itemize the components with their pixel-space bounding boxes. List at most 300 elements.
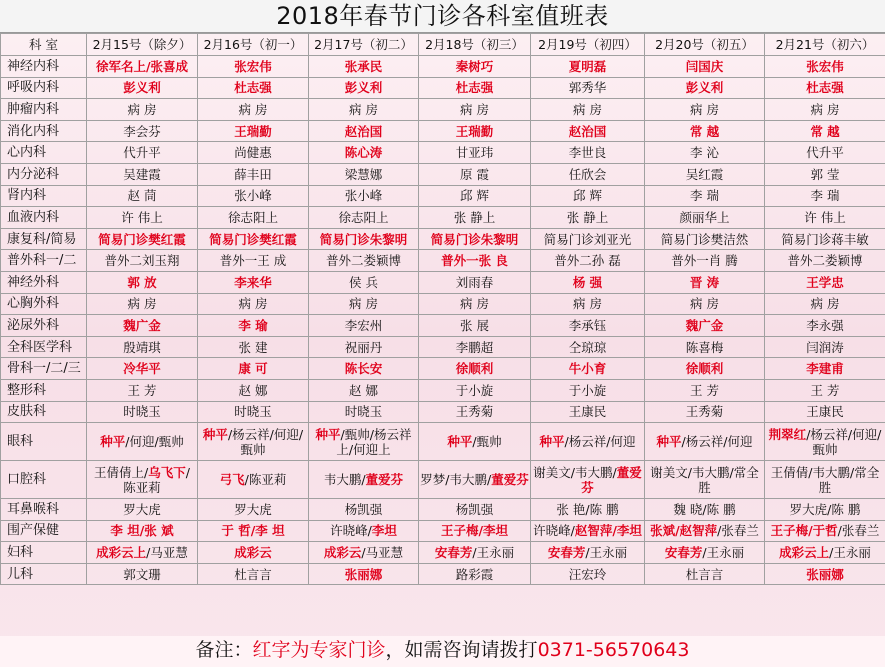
duty-cell bbox=[87, 250, 198, 272]
doctor-name: /杨云祥/何迎 bbox=[681, 434, 753, 450]
doctor-name: 王倩倩上/ bbox=[94, 464, 149, 480]
duty-cell bbox=[87, 315, 198, 337]
footer-prefix: 备注： bbox=[195, 639, 253, 661]
duty-cell bbox=[531, 142, 645, 164]
page-title: 2018年春节门诊各科室值班表 bbox=[0, 0, 885, 33]
table-row bbox=[1, 520, 885, 542]
doctor-name: 颜丽华上 bbox=[679, 209, 730, 225]
duty-cell bbox=[198, 358, 309, 380]
duty-cell bbox=[198, 401, 309, 423]
doctor-name: 许 伟上 bbox=[121, 209, 163, 225]
doctor-name: /马亚慧 bbox=[361, 545, 404, 561]
expert-doctor-name: 董爱芬 bbox=[581, 464, 642, 495]
doctor-name: 仝琼琼 bbox=[568, 339, 607, 355]
doctor-name: 时晓玉 bbox=[123, 404, 161, 420]
header-date: 2月17号（初二） bbox=[309, 34, 419, 56]
dept-cell: 内分泌科 bbox=[1, 163, 87, 185]
doctor-name: 殷靖琪 bbox=[123, 339, 161, 355]
expert-doctor-name: 彭义利 bbox=[685, 80, 724, 96]
expert-doctor-name: 常 越 bbox=[689, 123, 720, 139]
duty-cell bbox=[309, 499, 419, 521]
table-row bbox=[1, 250, 885, 272]
dept-cell: 口腔科 bbox=[1, 461, 87, 499]
schedule-table bbox=[0, 33, 885, 585]
doctor-name: 于小旋 bbox=[455, 382, 494, 398]
dept-cell: 血液内科 bbox=[1, 207, 87, 229]
expert-doctor-name: 普外一张 良 bbox=[441, 253, 508, 269]
dept-cell: 心内科 bbox=[1, 142, 87, 164]
doctor-name: /王永丽 bbox=[585, 545, 628, 561]
duty-cell bbox=[765, 358, 885, 380]
expert-doctor-name: 李 瑜 bbox=[238, 317, 268, 333]
doctor-name: 张 建 bbox=[238, 339, 268, 355]
duty-cell bbox=[765, 293, 885, 315]
duty-cell bbox=[309, 228, 419, 250]
table-row bbox=[1, 423, 885, 461]
doctor-name: 许晓峰/ bbox=[330, 523, 372, 539]
doctor-name: /陈亚莉 bbox=[123, 464, 190, 495]
footer-suffix: ，如需咨询请拨打 bbox=[385, 639, 538, 661]
duty-cell bbox=[87, 207, 198, 229]
expert-doctor-name: 魏广金 bbox=[685, 317, 724, 333]
expert-doctor-name: 赵治国 bbox=[344, 123, 383, 139]
doctor-name: /杨云祥/何迎/甄帅 bbox=[227, 426, 304, 457]
dept-cell: 骨科一/二/三 bbox=[1, 358, 87, 380]
duty-cell bbox=[765, 520, 885, 542]
duty-cell bbox=[198, 207, 309, 229]
duty-cell bbox=[309, 271, 419, 293]
duty-cell bbox=[531, 77, 645, 99]
duty-cell bbox=[531, 228, 645, 250]
expert-doctor-name: 种平 bbox=[447, 434, 473, 450]
expert-doctor-name: 种平 bbox=[315, 426, 341, 442]
duty-cell bbox=[531, 520, 645, 542]
doctor-name: 李 沁 bbox=[690, 145, 719, 161]
doctor-name: 汪宏玲 bbox=[568, 566, 607, 582]
doctor-name: 王康民 bbox=[806, 404, 844, 420]
expert-doctor-name: 于 哲/李 坦 bbox=[221, 523, 285, 539]
doctor-name: 病 房 bbox=[573, 296, 602, 312]
expert-doctor-name: 种平 bbox=[100, 434, 126, 450]
doctor-name: /何迎/甄帅 bbox=[125, 434, 184, 450]
doctor-name: 魏 晓/陈 鹏 bbox=[673, 501, 736, 517]
doctor-name: 罗大虎 bbox=[234, 501, 272, 517]
doctor-name: /甄帅/杨云祥上/何迎上 bbox=[336, 426, 412, 457]
duty-cell bbox=[645, 401, 765, 423]
doctor-name: 病 房 bbox=[127, 101, 157, 117]
doctor-name: 郭 莹 bbox=[810, 166, 840, 182]
duty-cell bbox=[645, 461, 765, 499]
table-row bbox=[1, 99, 885, 121]
duty-cell bbox=[765, 163, 885, 185]
expert-doctor-name: 彭义利 bbox=[123, 80, 161, 96]
doctor-name: 普外二娄颖博 bbox=[325, 253, 401, 269]
expert-doctor-name: 晋 涛 bbox=[689, 274, 720, 290]
duty-cell bbox=[765, 423, 885, 461]
duty-cell bbox=[531, 423, 645, 461]
doctor-name: 王秀菊 bbox=[685, 404, 724, 420]
dept-cell: 泌尿外科 bbox=[1, 315, 87, 337]
doctor-name: /王永丽 bbox=[472, 545, 515, 561]
doctor-name: 病 房 bbox=[573, 101, 602, 117]
expert-doctor-name: 陈长安 bbox=[344, 361, 383, 377]
doctor-name: 王 芳 bbox=[810, 382, 840, 398]
duty-cell bbox=[87, 56, 198, 78]
table-row bbox=[1, 401, 885, 423]
header-row bbox=[1, 34, 885, 56]
expert-doctor-name: 张丽娜 bbox=[344, 566, 383, 582]
duty-cell bbox=[645, 163, 765, 185]
duty-cell bbox=[531, 271, 645, 293]
table-row bbox=[1, 293, 885, 315]
expert-doctor-name: 徐顺利 bbox=[685, 361, 724, 377]
dept-cell: 心胸外科 bbox=[1, 293, 87, 315]
duty-cell bbox=[645, 379, 765, 401]
dept-cell: 普外科一/二 bbox=[1, 250, 87, 272]
doctor-name: 吴建霞 bbox=[123, 166, 161, 182]
duty-cell bbox=[531, 315, 645, 337]
duty-cell bbox=[309, 379, 419, 401]
dept-cell: 肿瘤内科 bbox=[1, 99, 87, 121]
duty-cell bbox=[309, 207, 419, 229]
doctor-name: 赵 茼 bbox=[127, 188, 157, 204]
duty-cell bbox=[309, 77, 419, 99]
duty-cell bbox=[309, 293, 419, 315]
duty-cell bbox=[531, 56, 645, 78]
duty-cell bbox=[765, 142, 885, 164]
doctor-name: 病 房 bbox=[690, 101, 719, 117]
duty-cell bbox=[198, 315, 309, 337]
expert-doctor-name: 王学忠 bbox=[806, 274, 844, 290]
duty-cell bbox=[645, 120, 765, 142]
doctor-name: 张 静上 bbox=[453, 209, 496, 225]
duty-cell bbox=[87, 293, 198, 315]
expert-doctor-name: 康 可 bbox=[238, 361, 268, 377]
footer-phone: 0371-56570643 bbox=[537, 639, 690, 661]
duty-cell bbox=[198, 461, 309, 499]
duty-cell bbox=[645, 315, 765, 337]
duty-cell bbox=[419, 271, 531, 293]
doctor-name: 杜言言 bbox=[685, 566, 724, 582]
expert-doctor-name: 成彩云 bbox=[323, 545, 362, 561]
header-date: 2月16号（初一） bbox=[198, 34, 309, 56]
duty-cell bbox=[419, 379, 531, 401]
duty-cell bbox=[765, 401, 885, 423]
duty-cell bbox=[87, 228, 198, 250]
doctor-name: 普外一肖 腾 bbox=[671, 253, 738, 269]
doctor-name: 祝丽丹 bbox=[344, 339, 383, 355]
duty-cell bbox=[309, 99, 419, 121]
header-date: 2月21号（初六） bbox=[765, 34, 885, 56]
duty-cell bbox=[87, 120, 198, 142]
doctor-name: /陈亚莉 bbox=[244, 472, 287, 488]
duty-cell bbox=[309, 461, 419, 499]
duty-cell bbox=[531, 542, 645, 564]
doctor-name: 郭秀华 bbox=[568, 80, 607, 96]
doctor-name: /张春兰 bbox=[837, 523, 880, 539]
doctor-name: 张小峰 bbox=[344, 188, 383, 204]
doctor-name: 病 房 bbox=[810, 296, 840, 312]
expert-doctor-name: 王子梅/李坦 bbox=[440, 523, 509, 539]
duty-cell bbox=[309, 163, 419, 185]
duty-cell bbox=[765, 185, 885, 207]
expert-doctor-name: 杜志强 bbox=[455, 80, 494, 96]
duty-cell bbox=[765, 77, 885, 99]
duty-cell bbox=[419, 461, 531, 499]
duty-cell bbox=[531, 120, 645, 142]
duty-cell bbox=[645, 499, 765, 521]
duty-cell bbox=[419, 401, 531, 423]
duty-cell bbox=[531, 499, 645, 521]
doctor-name: /甄帅 bbox=[472, 434, 502, 450]
expert-doctor-name: 王子梅/于哲 bbox=[770, 523, 838, 539]
table-row bbox=[1, 228, 885, 250]
duty-cell bbox=[765, 99, 885, 121]
duty-cell bbox=[309, 542, 419, 564]
duty-cell bbox=[419, 336, 531, 358]
duty-cell bbox=[87, 401, 198, 423]
duty-cell bbox=[87, 563, 198, 585]
doctor-name: 王秀菊 bbox=[455, 404, 494, 420]
dept-cell: 肾内科 bbox=[1, 185, 87, 207]
duty-cell bbox=[531, 185, 645, 207]
duty-cell bbox=[419, 250, 531, 272]
doctor-name: 时晓玉 bbox=[234, 404, 272, 420]
expert-doctor-name: 种平 bbox=[202, 426, 228, 442]
doctor-name: 病 房 bbox=[460, 101, 489, 117]
header-dept: 科 室 bbox=[1, 34, 87, 56]
duty-cell bbox=[309, 520, 419, 542]
duty-cell bbox=[309, 56, 419, 78]
duty-cell bbox=[765, 336, 885, 358]
doctor-name: /马亚慧 bbox=[146, 545, 188, 561]
duty-cell bbox=[87, 271, 198, 293]
duty-cell bbox=[765, 542, 885, 564]
dept-cell: 妇科 bbox=[1, 542, 87, 564]
dept-cell: 呼吸内科 bbox=[1, 77, 87, 99]
expert-doctor-name: 董爱芬 bbox=[365, 472, 404, 488]
doctor-name: 许晓峰/ bbox=[533, 523, 575, 539]
duty-cell bbox=[419, 315, 531, 337]
expert-doctor-name: 张斌/赵智萍 bbox=[650, 523, 718, 539]
expert-doctor-name: 李 坦/张 斌 bbox=[110, 523, 174, 539]
doctor-name: 病 房 bbox=[690, 296, 719, 312]
duty-cell bbox=[419, 499, 531, 521]
expert-doctor-name: 杜志强 bbox=[806, 80, 844, 96]
dept-cell: 耳鼻喉科 bbox=[1, 499, 87, 521]
duty-cell bbox=[198, 120, 309, 142]
duty-cell bbox=[87, 461, 198, 499]
duty-cell bbox=[765, 207, 885, 229]
doctor-name: 于小旋 bbox=[568, 382, 607, 398]
duty-cell bbox=[309, 423, 419, 461]
duty-cell bbox=[765, 379, 885, 401]
expert-doctor-name: 王瑞勤 bbox=[234, 123, 272, 139]
doctor-name: 病 房 bbox=[238, 101, 268, 117]
doctor-name: 李承钰 bbox=[568, 317, 607, 333]
duty-cell bbox=[87, 185, 198, 207]
duty-cell bbox=[87, 542, 198, 564]
duty-cell bbox=[309, 336, 419, 358]
header-date: 2月19号（初四） bbox=[531, 34, 645, 56]
duty-cell bbox=[531, 379, 645, 401]
doctor-name: 病 房 bbox=[810, 101, 840, 117]
table-row bbox=[1, 207, 885, 229]
doctor-name: 邱 辉 bbox=[573, 188, 602, 204]
doctor-name: 闫润涛 bbox=[806, 339, 844, 355]
duty-cell bbox=[87, 142, 198, 164]
expert-doctor-name: 夏明磊 bbox=[568, 58, 607, 74]
duty-cell bbox=[765, 461, 885, 499]
duty-cell bbox=[309, 563, 419, 585]
doctor-name: 李鹏超 bbox=[455, 339, 494, 355]
duty-cell bbox=[198, 379, 309, 401]
duty-cell bbox=[765, 499, 885, 521]
dept-cell: 儿科 bbox=[1, 563, 87, 585]
duty-cell bbox=[645, 142, 765, 164]
doctor-name: 罗梦/韦大鹏/ bbox=[420, 472, 492, 488]
duty-cell bbox=[645, 358, 765, 380]
doctor-name: 李会芬 bbox=[123, 123, 161, 139]
duty-cell bbox=[198, 99, 309, 121]
duty-cell bbox=[765, 56, 885, 78]
dept-cell: 神经外科 bbox=[1, 271, 87, 293]
expert-doctor-name: 张宏伟 bbox=[234, 58, 272, 74]
duty-cell bbox=[198, 185, 309, 207]
header-date: 2月20号（初五） bbox=[645, 34, 765, 56]
doctor-name: 杨凯强 bbox=[455, 501, 494, 517]
expert-doctor-name: 常 越 bbox=[810, 123, 840, 139]
duty-cell bbox=[87, 336, 198, 358]
duty-cell bbox=[198, 77, 309, 99]
duty-cell bbox=[645, 423, 765, 461]
duty-cell bbox=[531, 401, 645, 423]
doctor-name: 梁慧娜 bbox=[344, 166, 383, 182]
duty-cell bbox=[531, 336, 645, 358]
doctor-name: 甘亚玮 bbox=[455, 145, 494, 161]
doctor-name: 任欣会 bbox=[568, 166, 607, 182]
expert-doctor-name: 荆翠红 bbox=[768, 426, 807, 442]
expert-doctor-name: 种平 bbox=[539, 434, 565, 450]
table-row bbox=[1, 77, 885, 99]
duty-cell bbox=[309, 250, 419, 272]
duty-cell bbox=[87, 77, 198, 99]
doctor-name: 张 静上 bbox=[566, 209, 609, 225]
doctor-name: 刘雨春 bbox=[455, 274, 494, 290]
expert-doctor-name: 安春芳 bbox=[434, 545, 473, 561]
expert-doctor-name: 简易门诊朱黎明 bbox=[319, 231, 408, 247]
doctor-name: /杨云祥/何迎/甄帅 bbox=[806, 426, 882, 457]
duty-cell bbox=[531, 207, 645, 229]
duty-cell bbox=[198, 56, 309, 78]
duty-cell bbox=[531, 358, 645, 380]
duty-cell bbox=[198, 142, 309, 164]
table-row bbox=[1, 271, 885, 293]
doctor-name: 简易门诊蒋丰敏 bbox=[781, 231, 869, 247]
duty-cell bbox=[87, 358, 198, 380]
duty-cell bbox=[645, 228, 765, 250]
duty-cell bbox=[198, 423, 309, 461]
duty-cell bbox=[645, 185, 765, 207]
doctor-name: 罗大虎/陈 鹏 bbox=[789, 501, 861, 517]
table-row bbox=[1, 120, 885, 142]
doctor-name: 普外一王 成 bbox=[219, 253, 287, 269]
expert-doctor-name: 赵治国 bbox=[568, 123, 607, 139]
doctor-name: 普外二孙 磊 bbox=[554, 253, 621, 269]
duty-cell bbox=[198, 499, 309, 521]
expert-doctor-name: 张丽娜 bbox=[806, 566, 844, 582]
table-row bbox=[1, 315, 885, 337]
duty-cell bbox=[419, 207, 531, 229]
dept-cell: 全科医学科 bbox=[1, 336, 87, 358]
duty-cell bbox=[765, 120, 885, 142]
duty-cell bbox=[645, 336, 765, 358]
doctor-name: 李世良 bbox=[568, 145, 607, 161]
duty-cell bbox=[765, 563, 885, 585]
expert-doctor-name: 张宏伟 bbox=[806, 58, 844, 74]
expert-doctor-name: 陈心涛 bbox=[344, 145, 383, 161]
doctor-name: 代升平 bbox=[806, 145, 844, 161]
doctor-name: 谢美文/韦大鹏/ bbox=[533, 464, 617, 480]
dept-cell: 整形科 bbox=[1, 379, 87, 401]
expert-doctor-name: 冷华平 bbox=[123, 361, 161, 377]
expert-doctor-name: 闫国庆 bbox=[685, 58, 724, 74]
duty-cell bbox=[645, 250, 765, 272]
duty-cell bbox=[309, 315, 419, 337]
doctor-name: 普外二娄颖博 bbox=[787, 253, 863, 269]
duty-cell bbox=[645, 99, 765, 121]
header-date: 2月15号（除夕） bbox=[87, 34, 198, 56]
duty-cell bbox=[531, 163, 645, 185]
doctor-name: 张 展 bbox=[460, 317, 489, 333]
duty-cell bbox=[419, 77, 531, 99]
duty-cell bbox=[645, 520, 765, 542]
duty-cell bbox=[419, 99, 531, 121]
doctor-name: /王永丽 bbox=[702, 545, 745, 561]
dept-cell: 神经内科 bbox=[1, 56, 87, 78]
expert-doctor-name: 杨 强 bbox=[572, 274, 603, 290]
duty-cell bbox=[419, 56, 531, 78]
duty-cell bbox=[198, 228, 309, 250]
doctor-name: 简易门诊刘亚光 bbox=[543, 231, 632, 247]
duty-cell bbox=[765, 271, 885, 293]
duty-cell bbox=[309, 142, 419, 164]
duty-cell bbox=[87, 423, 198, 461]
duty-cell bbox=[531, 99, 645, 121]
doctor-name: 赵 娜 bbox=[349, 382, 378, 398]
doctor-name: 李 瑞 bbox=[810, 188, 840, 204]
doctor-name: /王永丽 bbox=[829, 545, 871, 561]
duty-cell bbox=[198, 563, 309, 585]
duty-cell bbox=[198, 250, 309, 272]
expert-doctor-name: 郭 放 bbox=[127, 274, 157, 290]
doctor-name: 代升平 bbox=[123, 145, 161, 161]
doctor-name: 杨凯强 bbox=[344, 501, 383, 517]
duty-cell bbox=[645, 271, 765, 293]
expert-doctor-name: 王瑞勤 bbox=[455, 123, 494, 139]
expert-doctor-name: 成彩云上 bbox=[96, 545, 147, 561]
doctor-name: 邱 辉 bbox=[460, 188, 489, 204]
duty-cell bbox=[419, 358, 531, 380]
duty-cell bbox=[309, 120, 419, 142]
doctor-name: 薛丰田 bbox=[234, 166, 272, 182]
header-date: 2月18号（初三） bbox=[419, 34, 531, 56]
table-row bbox=[1, 499, 885, 521]
doctor-name: 李宏州 bbox=[344, 317, 383, 333]
duty-cell bbox=[419, 228, 531, 250]
doctor-name: 徐志阳上 bbox=[227, 209, 278, 225]
doctor-name: /张春兰 bbox=[717, 523, 759, 539]
